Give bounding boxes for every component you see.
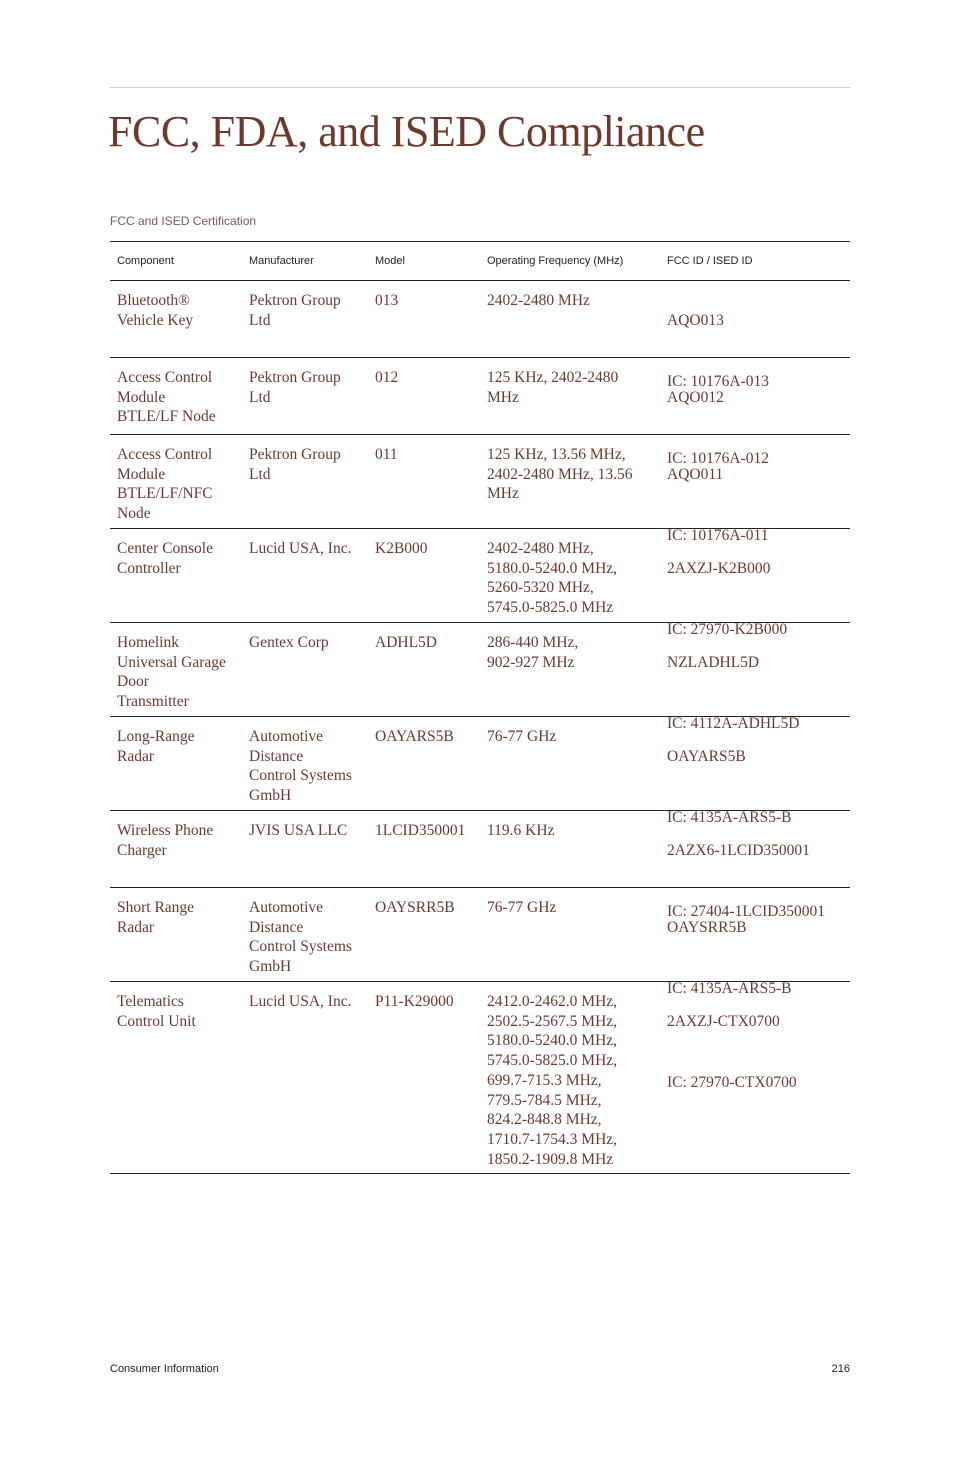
header-model: Model (375, 255, 405, 267)
cell-component: Access Control Module BTLE/LF/NFC Node (117, 446, 213, 523)
fcc-id: AQO013 (667, 311, 724, 329)
cell-model: OAYSRR5B (375, 899, 455, 916)
cell-manufacturer: Gentex Corp (249, 634, 329, 651)
cell-ids (660, 898, 850, 998)
cell-manufacturer: Automotive Distance Control Systems GmbH (249, 728, 352, 805)
ic-id: IC: 4135A-ARS5-B (667, 980, 792, 998)
cell-component: Telematics Control Unit (117, 993, 196, 1030)
fcc-id: 2AZX6-1LCID350001 (667, 841, 810, 859)
page-title: FCC, FDA, and ISED Compliance (108, 107, 705, 156)
cell-model: ADHL5D (375, 634, 437, 651)
cell-frequency: 2402-2480 MHz (487, 292, 590, 309)
fcc-id: AQO012 (667, 388, 724, 406)
cell-manufacturer: Pektron Group Ltd (249, 292, 341, 329)
table-row (110, 435, 850, 545)
ic-id: IC: 4135A-ARS5-B (667, 809, 792, 827)
cell-model: 1LCID350001 (375, 822, 466, 839)
cell-manufacturer: Pektron Group Ltd (249, 369, 341, 406)
fcc-id: AQO011 (667, 465, 724, 483)
cell-model: 011 (375, 446, 398, 463)
header-frequency: Operating Frequency (MHz) (487, 255, 624, 267)
table-row (110, 623, 850, 733)
table-row (110, 982, 850, 1173)
cell-ids (660, 445, 850, 545)
ic-id: IC: 27404-1LCID350001 (667, 903, 826, 921)
header-component: Component (117, 255, 174, 267)
cell-frequency: 2412.0-2462.0 MHz, 2502.5-2567.5 MHz, 5180.0-5240.0 MHz, 5745.0-5825.0 MHz, 699.7-715.3 MHz, 779.5-784.5 MHz, 824.2-848.8 MHz, 1710.7-1754.3 MHz, 1850.2-1909.8 MHz (487, 993, 618, 1168)
cell-model: OAYARS5B (375, 728, 454, 745)
cell-ids (660, 291, 850, 391)
table-header-row (110, 242, 850, 281)
cell-frequency: 2402-2480 MHz, 5180.0-5240.0 MHz, 5260-5320 MHz, 5745.0-5825.0 MHz (487, 540, 618, 617)
cell-frequency: 119.6 KHz (487, 822, 555, 839)
fcc-id: 2AXZJ-CTX0700 (667, 1012, 780, 1030)
cell-manufacturer: JVIS USA LLC (249, 822, 348, 839)
cell-component: Bluetooth® Vehicle Key (117, 292, 194, 329)
ic-id: IC: 27970-K2B000 (667, 621, 788, 639)
cell-ids (660, 633, 850, 733)
cell-component: Wireless Phone Charger (117, 822, 214, 859)
fcc-id: 2AXZJ-K2B000 (667, 559, 771, 577)
section-title: FCC and ISED Certification (110, 214, 257, 228)
header-fcc-ised-id: FCC ID / ISED ID (667, 255, 753, 267)
ic-id: IC: 10176A-013 (667, 373, 770, 391)
footer-page-number: 216 (831, 1363, 850, 1375)
footer-section-name: Consumer Information (110, 1363, 219, 1375)
cell-manufacturer: Automotive Distance Control Systems GmbH (249, 899, 352, 976)
cell-manufacturer: Lucid USA, Inc. (249, 540, 352, 557)
top-divider (110, 87, 850, 88)
cell-model: P11-K29000 (375, 993, 454, 1010)
fcc-id: OAYSRR5B (667, 918, 747, 936)
ic-id: IC: 27970-CTX0700 (667, 1074, 797, 1092)
fcc-id: NZLADHL5D (667, 653, 760, 671)
cell-component: Center Console Controller (117, 540, 213, 577)
cell-component: Short Range Radar (117, 899, 195, 936)
fcc-id: OAYARS5B (667, 747, 746, 765)
certification-table (110, 241, 850, 1174)
ic-id: IC: 4112A-ADHL5D (667, 715, 800, 733)
cell-component: Homelink Universal Garage Door Transmitter (117, 634, 226, 711)
cell-frequency: 286-440 MHz, 902-927 MHz (487, 634, 579, 671)
cell-component: Long-Range Radar (117, 728, 195, 765)
cell-component: Access Control Module BTLE/LF Node (117, 369, 216, 426)
cell-ids (660, 992, 850, 1173)
table-row (110, 888, 850, 998)
cell-ids (660, 821, 850, 921)
cell-frequency: 125 KHz, 2402-2480 MHz (487, 369, 619, 406)
cell-ids (660, 368, 850, 468)
cell-manufacturer: Lucid USA, Inc. (249, 993, 352, 1010)
cell-frequency: 76-77 GHz (487, 899, 557, 916)
header-manufacturer: Manufacturer (249, 255, 314, 267)
cell-model: 013 (375, 292, 399, 309)
ic-id: IC: 10176A-011 (667, 527, 769, 545)
cell-model: 012 (375, 369, 399, 386)
cell-frequency: 76-77 GHz (487, 728, 557, 745)
cell-ids (660, 539, 850, 639)
ic-id: IC: 10176A-012 (667, 450, 770, 468)
cell-model: K2B000 (375, 540, 428, 557)
cell-manufacturer: Pektron Group Ltd (249, 446, 341, 483)
table-row (110, 529, 850, 639)
cell-frequency: 125 KHz, 13.56 MHz, 2402-2480 MHz, 13.56 MHz (487, 446, 633, 503)
cell-ids (660, 727, 850, 827)
table-row (110, 717, 850, 827)
